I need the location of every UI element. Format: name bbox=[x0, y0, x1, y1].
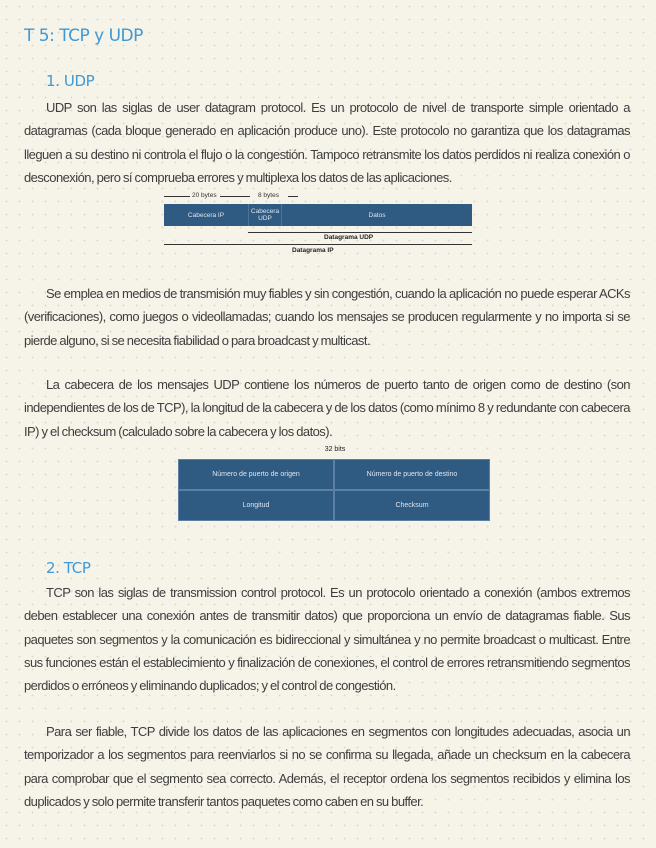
ip-span-line bbox=[164, 244, 472, 245]
udp-paragraph-3: La cabecera de los mensajes UDP contiene los números de puerto tanto de origen como de destino (son independientes de los de TCP), la longitud de la cabecera y de los datos (como mínimo 8 y redundante con cabecera IP) y el checksum (calculado sobre la cabecera y los datos). bbox=[24, 377, 630, 439]
section-heading-udp: 1. UDP bbox=[46, 72, 95, 90]
cell-checksum: Checksum bbox=[334, 490, 490, 521]
udp-header-diagram bbox=[178, 446, 492, 524]
udp-paragraph-1: UDP son las siglas de user datagram protocol. Es un protocolo de nivel de transporte simple orientado a datagramas (cada bloque generado en aplicación produce uno). Este protocolo no garantiza que los datagramas lleguen a su destino ni controla el flujo o la congestión. Tampoco retransmite los datos perdidos ni realiza conexión o desconexión, pero sí comprueba errores y multiplexa los datos de las aplicaciones. bbox=[24, 100, 630, 185]
label-udp-datagram: Datagrama UDP bbox=[324, 234, 374, 241]
dim-line bbox=[164, 196, 190, 197]
udp-paragraph-2: Se emplea en medios de transmisión muy fiables y sin congestión, cuando la aplicación no puede esperar ACKs (verificaciones), como juegos o videollamadas; cuando los mensajes se producen regularmente y no importa si se pierde alguno, si se necesita fiabilidad o para broadcast y multicast. bbox=[24, 286, 630, 348]
tcp-paragraph-2: Para ser fiable, TCP divide los datos de las aplicaciones en segmentos con longitudes adecuadas, asocia un temporizador a los segmentos para reenviarlos si no se confirma su llegada, añade un checksum en la cabecera para comprobar que el segmento sea correcto. Además, el receptor ordena los segmentos recibidos y elimina los duplicados y solo permite transferir tantos paquetes como caben en su buffer. bbox=[24, 724, 630, 809]
bits-label: 32 bits bbox=[324, 446, 346, 453]
cell-length: Longitud bbox=[178, 490, 334, 521]
page-title: T 5: TCP y UDP bbox=[24, 26, 143, 46]
udp-datagram-diagram bbox=[160, 192, 476, 258]
cell-destination-port: Número de puerto de destino bbox=[334, 459, 490, 490]
dim-line bbox=[220, 196, 250, 197]
tcp-paragraph-1: TCP son las siglas de transmission control protocol. Es un protocolo orientado a conexión (ambos extremos deben establecer una conexión antes de transmitir datos) que proporciona un envío de datagramas fiable. Sus paquetes son segmentos y la comunicación es bidireccional y simultánea y no permite broadcast o multicast. Entre sus funciones están el establecimiento y finalización de conexiones, el control de errores retransmitiendo segmentos perdidos o erróneos y eliminando duplicados; y el control de congestión. bbox=[24, 585, 630, 694]
cell-udp-header: Cabecera UDP bbox=[249, 204, 282, 226]
dim-line bbox=[288, 196, 298, 197]
udp-span-line bbox=[248, 232, 472, 233]
datagram-bar bbox=[164, 204, 472, 226]
cell-data: Datos bbox=[368, 211, 386, 219]
label-ip-datagram: Datagrama IP bbox=[292, 247, 334, 254]
dim-label-udp: 8 bytes bbox=[258, 192, 279, 199]
dim-label-ip: 20 bytes bbox=[192, 192, 217, 199]
cell-source-port: Número de puerto de origen bbox=[178, 459, 334, 490]
section-heading-tcp: 2. TCP bbox=[46, 559, 91, 577]
cell-ip-header: Cabecera IP bbox=[164, 204, 249, 226]
header-grid bbox=[178, 459, 490, 521]
